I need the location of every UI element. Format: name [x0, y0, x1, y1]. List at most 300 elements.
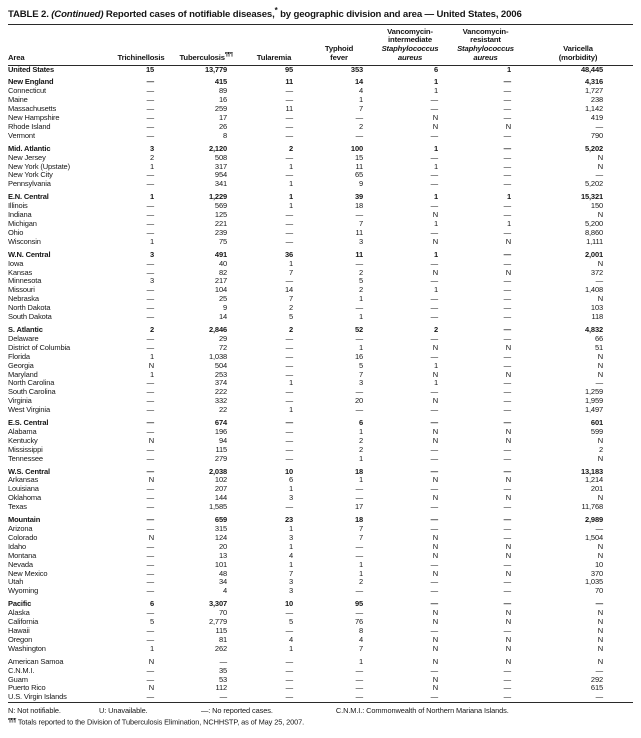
area-cell: Indiana: [8, 210, 32, 220]
area-cell: Mississippi: [8, 444, 43, 454]
area-cell: Illinois: [8, 201, 28, 211]
table-row: [8, 114, 633, 123]
value-cell-typhoid_fever: 2: [358, 435, 363, 445]
value-cell-vancomycin_intermediate_staph_aureus: —: [430, 418, 438, 428]
area-cell: Pacific: [8, 599, 32, 609]
value-cell-varicella_morbidity: 790: [590, 130, 603, 140]
value-cell-vancomycin_resistant_staph_aureus: —: [503, 599, 511, 609]
value-cell-varicella_morbidity: 150: [590, 201, 603, 211]
table-row: [8, 676, 633, 685]
value-cell-tularemia: 1: [288, 541, 293, 551]
value-cell-varicella_morbidity: 5,202: [584, 143, 603, 153]
table-row: [8, 123, 633, 132]
table-row: [8, 388, 633, 397]
value-cell-vancomycin_resistant_staph_aureus: —: [503, 179, 511, 189]
value-cell-typhoid_fever: 5: [358, 276, 363, 286]
area-cell: New Jersey: [8, 152, 46, 162]
area-cell: Michigan: [8, 219, 37, 228]
table-row: [8, 636, 633, 645]
value-cell-typhoid_fever: 1: [358, 559, 363, 569]
table-row: [8, 397, 633, 406]
tuberculosis-footnote-marker: ¶¶¶: [224, 51, 233, 58]
table-row: [8, 260, 633, 269]
area-cell: W.S. Central: [8, 466, 50, 476]
area-cell: Idaho: [8, 541, 27, 551]
area-cell: Washington: [8, 643, 46, 653]
value-cell-vancomycin_intermediate_staph_aureus: 1: [433, 143, 438, 153]
value-cell-tularemia: 10: [284, 599, 293, 609]
table-row: [8, 485, 633, 494]
value-cell-vancomycin_intermediate_staph_aureus: 1: [433, 77, 438, 87]
value-cell-vancomycin_intermediate_staph_aureus: 1: [433, 285, 438, 295]
table-row: [8, 171, 633, 180]
value-cell-vancomycin_intermediate_staph_aureus: —: [430, 599, 438, 609]
value-cell-vancomycin_resistant_staph_aureus: —: [503, 586, 511, 596]
area-cell: Utah: [8, 577, 24, 587]
value-cell-vancomycin_resistant_staph_aureus: —: [503, 201, 511, 211]
value-cell-tuberculosis: 253: [214, 369, 227, 379]
value-cell-trichinellosis: —: [146, 258, 154, 268]
value-cell-varicella_morbidity: —: [595, 599, 603, 609]
value-cell-vancomycin_resistant_staph_aureus: —: [503, 276, 511, 286]
value-cell-varicella_morbidity: N: [597, 608, 603, 618]
value-cell-typhoid_fever: 8: [358, 625, 363, 635]
area-cell: District of Columbia: [8, 342, 71, 352]
value-cell-tuberculosis: 374: [214, 378, 227, 388]
table-row: [8, 163, 633, 172]
table-row: [8, 618, 633, 627]
area-cell: Nevada: [8, 559, 33, 569]
value-cell-vancomycin_resistant_staph_aureus: —: [503, 143, 511, 153]
value-cell-vancomycin_resistant_staph_aureus: N: [505, 475, 511, 485]
value-cell-varicella_morbidity: N: [597, 152, 603, 162]
area-cell: American Samoa: [8, 656, 64, 666]
value-cell-trichinellosis: —: [146, 405, 154, 415]
value-cell-tularemia: —: [285, 210, 293, 220]
value-cell-tularemia: 1: [288, 179, 293, 189]
value-cell-tularemia: 4: [288, 550, 293, 560]
area-cell: Montana: [8, 550, 37, 560]
area-cell: New York (Upstate): [8, 161, 70, 171]
value-cell-vancomycin_resistant_staph_aureus: —: [503, 249, 511, 259]
value-cell-trichinellosis: —: [146, 466, 154, 476]
value-cell-trichinellosis: —: [146, 453, 154, 463]
value-cell-varicella_morbidity: 292: [590, 674, 603, 684]
value-cell-vancomycin_resistant_staph_aureus: N: [505, 608, 511, 618]
value-cell-varicella_morbidity: 419: [590, 113, 603, 123]
value-cell-typhoid_fever: 7: [358, 104, 363, 114]
table-row: [8, 645, 633, 654]
value-cell-varicella_morbidity: N: [597, 617, 603, 627]
value-cell-varicella_morbidity: 118: [591, 312, 603, 322]
value-cell-vancomycin_intermediate_staph_aureus: N: [432, 493, 438, 503]
value-cell-tularemia: 1: [288, 201, 293, 211]
value-cell-trichinellosis: —: [146, 179, 154, 189]
value-cell-tuberculosis: 34: [218, 577, 227, 587]
value-cell-varicella_morbidity: N: [597, 210, 603, 220]
value-cell-typhoid_fever: —: [355, 608, 363, 618]
table-row: [8, 220, 633, 229]
value-cell-typhoid_fever: 2: [358, 285, 363, 295]
value-cell-typhoid_fever: 3: [358, 378, 363, 388]
value-cell-typhoid_fever: 2: [358, 121, 363, 131]
footnote-tuberculosis-symbol: ¶¶¶: [8, 718, 16, 725]
value-cell-tularemia: —: [285, 113, 293, 123]
value-cell-tuberculosis: 9: [222, 303, 227, 313]
value-cell-varicella_morbidity: 4,832: [584, 324, 603, 334]
value-cell-vancomycin_intermediate_staph_aureus: 1: [433, 378, 438, 388]
area-cell: Mid. Atlantic: [8, 143, 51, 153]
value-cell-tularemia: 4: [288, 634, 293, 644]
value-cell-trichinellosis: N: [148, 656, 154, 666]
value-cell-varicella_morbidity: —: [595, 121, 603, 131]
value-cell-tularemia: 1: [288, 643, 293, 653]
value-cell-vancomycin_intermediate_staph_aureus: N: [432, 435, 438, 445]
value-cell-tuberculosis: 954: [214, 170, 227, 180]
value-cell-varicella_morbidity: 13,183: [580, 466, 603, 476]
value-cell-tuberculosis: 8: [222, 130, 227, 140]
value-cell-tuberculosis: 317: [214, 161, 227, 171]
value-cell-tuberculosis: 29: [218, 333, 227, 343]
table-title-label: TABLE 2.: [8, 9, 52, 21]
value-cell-vancomycin_intermediate_staph_aureus: 1: [433, 249, 438, 259]
area-cell: Alaska: [8, 608, 30, 618]
value-cell-tularemia: —: [285, 453, 293, 463]
table-row: [8, 202, 633, 211]
value-cell-vancomycin_resistant_staph_aureus: N: [505, 369, 511, 379]
table-row: [8, 627, 633, 636]
value-cell-tularemia: 7: [288, 294, 293, 304]
table-body: [8, 65, 633, 703]
value-cell-varicella_morbidity: 4,316: [584, 77, 603, 87]
value-cell-vancomycin_intermediate_staph_aureus: N: [432, 121, 438, 131]
value-cell-tularemia: —: [285, 369, 293, 379]
value-cell-tuberculosis: 26: [218, 121, 227, 131]
value-cell-tuberculosis: 25: [218, 294, 227, 304]
value-cell-tularemia: 11: [285, 104, 293, 114]
value-cell-vancomycin_intermediate_staph_aureus: N: [432, 568, 438, 578]
value-cell-vancomycin_intermediate_staph_aureus: —: [430, 95, 438, 105]
value-cell-tularemia: 1: [288, 524, 293, 533]
value-cell-vancomycin_intermediate_staph_aureus: N: [432, 475, 438, 485]
value-cell-tuberculosis: 3,307: [208, 599, 227, 609]
table-row: [8, 693, 633, 702]
division-row: [8, 516, 633, 525]
value-cell-trichinellosis: —: [146, 493, 154, 503]
value-cell-vancomycin_resistant_staph_aureus: —: [503, 692, 511, 702]
value-cell-typhoid_fever: —: [355, 405, 363, 415]
value-cell-vancomycin_resistant_staph_aureus: N: [505, 643, 511, 653]
value-cell-vancomycin_intermediate_staph_aureus: —: [430, 179, 438, 189]
area-cell: Hawaii: [8, 625, 30, 635]
value-cell-trichinellosis: 1: [149, 236, 154, 246]
value-cell-tularemia: 1: [288, 405, 293, 415]
value-cell-tularemia: 3: [288, 493, 293, 503]
table-row: [8, 362, 633, 371]
area-cell: Connecticut: [8, 86, 46, 96]
table-row: [8, 609, 633, 618]
division-row: [8, 78, 633, 87]
value-cell-typhoid_fever: 1: [358, 475, 363, 485]
value-cell-varicella_morbidity: 372: [590, 267, 603, 277]
table-row: [8, 269, 633, 278]
value-cell-vancomycin_intermediate_staph_aureus: —: [430, 276, 438, 286]
value-cell-tuberculosis: 1,038: [208, 351, 227, 361]
value-cell-tuberculosis: 144: [214, 493, 227, 503]
value-cell-trichinellosis: —: [146, 665, 154, 675]
value-cell-tuberculosis: 72: [218, 342, 227, 352]
table-row: [8, 455, 633, 464]
value-cell-trichinellosis: —: [146, 86, 154, 96]
area-cell: Kentucky: [8, 435, 38, 445]
value-cell-varicella_morbidity: N: [597, 435, 603, 445]
value-cell-tuberculosis: 217: [214, 276, 227, 286]
value-cell-tularemia: —: [285, 219, 293, 228]
value-cell-varicella_morbidity: 15,321: [580, 192, 603, 202]
value-cell-tularemia: —: [285, 387, 293, 397]
value-cell-trichinellosis: N: [148, 435, 154, 445]
value-cell-vancomycin_intermediate_staph_aureus: N: [432, 656, 438, 666]
value-cell-vancomycin_resistant_staph_aureus: —: [503, 405, 511, 415]
value-cell-trichinellosis: —: [146, 303, 154, 313]
value-cell-vancomycin_resistant_staph_aureus: —: [503, 360, 511, 370]
value-cell-typhoid_fever: 2: [358, 444, 363, 454]
table-row: [8, 684, 633, 693]
table-row: [8, 335, 633, 344]
value-cell-tularemia: —: [285, 444, 293, 454]
value-cell-trichinellosis: —: [146, 692, 154, 702]
value-cell-tularemia: —: [285, 130, 293, 140]
value-cell-vancomycin_resistant_staph_aureus: —: [503, 515, 511, 525]
value-cell-trichinellosis: —: [146, 568, 154, 578]
value-cell-vancomycin_intermediate_staph_aureus: —: [430, 152, 438, 162]
area-cell: Colorado: [8, 532, 38, 542]
value-cell-tuberculosis: 125: [214, 210, 227, 220]
value-cell-varicella_morbidity: N: [597, 625, 603, 635]
value-cell-typhoid_fever: 11: [355, 161, 363, 171]
division-row: [8, 251, 633, 260]
table-row: [8, 534, 633, 543]
value-cell-varicella_morbidity: 1,497: [584, 405, 603, 415]
value-cell-trichinellosis: —: [146, 444, 154, 454]
value-cell-tularemia: —: [285, 152, 293, 162]
area-cell: Minnesota: [8, 276, 42, 286]
value-cell-varicella_morbidity: —: [595, 524, 603, 533]
table-row: [8, 570, 633, 579]
value-cell-typhoid_fever: —: [355, 210, 363, 220]
area-cell: E.N. Central: [8, 192, 49, 202]
value-cell-vancomycin_intermediate_staph_aureus: —: [430, 524, 438, 533]
value-cell-varicella_morbidity: N: [597, 643, 603, 653]
value-cell-typhoid_fever: 353: [350, 64, 363, 74]
area-cell: New York City: [8, 170, 53, 180]
table-row: [8, 295, 633, 304]
value-cell-tuberculosis: 13: [218, 550, 227, 560]
value-cell-trichinellosis: —: [146, 342, 154, 352]
value-cell-varicella_morbidity: 1,408: [584, 285, 603, 295]
value-cell-vancomycin_resistant_staph_aureus: —: [503, 502, 511, 512]
value-cell-tularemia: —: [285, 656, 293, 666]
footnote-abbreviations: [8, 706, 633, 716]
value-cell-trichinellosis: —: [146, 387, 154, 397]
value-cell-trichinellosis: —: [146, 426, 154, 436]
value-cell-trichinellosis: —: [146, 227, 154, 237]
value-cell-tularemia: 2: [288, 303, 293, 313]
value-cell-typhoid_fever: —: [355, 692, 363, 702]
value-cell-tuberculosis: 508: [214, 152, 227, 162]
area-cell: New England: [8, 77, 54, 87]
value-cell-vancomycin_resistant_staph_aureus: N: [505, 541, 511, 551]
value-cell-trichinellosis: —: [146, 378, 154, 388]
value-cell-varicella_morbidity: —: [595, 378, 603, 388]
value-cell-typhoid_fever: 1: [358, 426, 363, 436]
value-cell-vancomycin_resistant_staph_aureus: N: [505, 493, 511, 503]
value-cell-vancomycin_intermediate_staph_aureus: —: [430, 351, 438, 361]
value-cell-vancomycin_intermediate_staph_aureus: —: [430, 502, 438, 512]
value-cell-typhoid_fever: 1: [358, 568, 363, 578]
value-cell-vancomycin_resistant_staph_aureus: —: [503, 130, 511, 140]
area-cell: Vermont: [8, 130, 35, 140]
value-cell-varicella_morbidity: 51: [594, 342, 603, 352]
area-cell: Wyoming: [8, 586, 39, 596]
area-cell: W.N. Central: [8, 249, 51, 259]
value-cell-trichinellosis: —: [146, 267, 154, 277]
value-cell-trichinellosis: —: [146, 333, 154, 343]
value-cell-tuberculosis: 1,229: [208, 192, 227, 202]
area-cell: Arkansas: [8, 475, 39, 485]
value-cell-tularemia: —: [285, 674, 293, 684]
value-cell-vancomycin_intermediate_staph_aureus: —: [430, 333, 438, 343]
value-cell-tuberculosis: 112: [215, 683, 227, 693]
value-cell-tularemia: 23: [284, 515, 293, 525]
notifiable-diseases-table: [8, 25, 633, 704]
table-row: [8, 353, 633, 362]
value-cell-trichinellosis: —: [146, 294, 154, 304]
value-cell-vancomycin_resistant_staph_aureus: N: [505, 267, 511, 277]
value-cell-typhoid_fever: 1: [358, 312, 363, 322]
value-cell-typhoid_fever: 1: [358, 342, 363, 352]
value-cell-varicella_morbidity: N: [597, 634, 603, 644]
value-cell-tularemia: —: [285, 86, 293, 96]
division-row: [8, 468, 633, 477]
value-cell-vancomycin_intermediate_staph_aureus: —: [430, 665, 438, 675]
value-cell-vancomycin_intermediate_staph_aureus: —: [430, 453, 438, 463]
value-cell-trichinellosis: 2: [149, 152, 154, 162]
value-cell-typhoid_fever: 15: [354, 152, 363, 162]
value-cell-tuberculosis: 17: [218, 113, 227, 123]
value-cell-tularemia: 1: [288, 378, 293, 388]
value-cell-vancomycin_resistant_staph_aureus: —: [503, 625, 511, 635]
area-cell: Alabama: [8, 426, 37, 436]
value-cell-tularemia: 36: [284, 249, 293, 259]
value-cell-trichinellosis: —: [146, 95, 154, 105]
area-cell: U.S. Virgin Islands: [8, 692, 67, 702]
value-cell-vancomycin_intermediate_staph_aureus: N: [432, 210, 438, 220]
value-cell-vancomycin_intermediate_staph_aureus: —: [430, 577, 438, 587]
value-cell-vancomycin_resistant_staph_aureus: N: [505, 550, 511, 560]
footnote-not-notifiable: N: Not notifiable.: [8, 706, 61, 716]
value-cell-tuberculosis: 13,779: [204, 64, 227, 74]
value-cell-varicella_morbidity: 48,445: [580, 64, 603, 74]
value-cell-vancomycin_intermediate_staph_aureus: N: [432, 683, 438, 693]
table-row: [8, 561, 633, 570]
area-cell: Ohio: [8, 227, 24, 237]
value-cell-tuberculosis: 40: [218, 258, 227, 268]
value-cell-vancomycin_resistant_staph_aureus: N: [505, 426, 511, 436]
table-header: [8, 25, 633, 65]
value-cell-tularemia: 5: [288, 617, 293, 627]
value-cell-tularemia: —: [285, 95, 293, 105]
value-cell-vancomycin_resistant_staph_aureus: —: [503, 683, 511, 693]
table-title-continued: (Continued): [51, 9, 104, 21]
value-cell-typhoid_fever: 18: [354, 515, 363, 525]
value-cell-typhoid_fever: 95: [354, 599, 363, 609]
value-cell-typhoid_fever: 18: [354, 201, 363, 211]
value-cell-vancomycin_resistant_staph_aureus: 1: [506, 219, 511, 228]
value-cell-typhoid_fever: 18: [354, 466, 363, 476]
value-cell-vancomycin_resistant_staph_aureus: —: [503, 258, 511, 268]
value-cell-tularemia: 3: [288, 577, 293, 587]
value-cell-varicella_morbidity: 599: [590, 426, 603, 436]
value-cell-tularemia: 14: [284, 285, 293, 295]
value-cell-typhoid_fever: 52: [354, 324, 363, 334]
footnote-unavailable: U: Unavailable.: [98, 706, 148, 716]
value-cell-vancomycin_resistant_staph_aureus: —: [503, 674, 511, 684]
value-cell-tuberculosis: 53: [218, 674, 227, 684]
area-cell: South Dakota: [8, 312, 52, 322]
value-cell-tularemia: —: [285, 418, 293, 428]
value-cell-vancomycin_resistant_staph_aureus: —: [503, 453, 511, 463]
table-row: [8, 587, 633, 596]
area-cell: Puerto Rico: [8, 683, 46, 693]
value-cell-varicella_morbidity: 5,200: [584, 219, 603, 228]
value-cell-varicella_morbidity: N: [597, 541, 603, 551]
value-cell-trichinellosis: 3: [149, 249, 154, 259]
value-cell-varicella_morbidity: 370: [590, 568, 603, 578]
value-cell-tuberculosis: 315: [214, 524, 227, 533]
value-cell-varicella_morbidity: 10: [594, 559, 603, 569]
value-cell-tularemia: 2: [288, 324, 293, 334]
value-cell-trichinellosis: —: [146, 170, 154, 180]
area-cell: Iowa: [8, 258, 24, 268]
value-cell-tularemia: —: [285, 360, 293, 370]
value-cell-tularemia: 95: [284, 64, 293, 74]
value-cell-typhoid_fever: 7: [358, 532, 363, 542]
value-cell-tuberculosis: 674: [214, 418, 227, 428]
value-cell-tularemia: —: [285, 665, 293, 675]
value-cell-varicella_morbidity: 1,142: [584, 104, 603, 114]
value-cell-vancomycin_resistant_staph_aureus: —: [503, 524, 511, 533]
value-cell-typhoid_fever: —: [355, 586, 363, 596]
value-cell-tuberculosis: 207: [214, 484, 227, 494]
value-cell-tularemia: 10: [284, 466, 293, 476]
value-cell-typhoid_fever: 4: [358, 634, 363, 644]
value-cell-trichinellosis: —: [146, 550, 154, 560]
table-row: [8, 428, 633, 437]
value-cell-vancomycin_resistant_staph_aureus: —: [503, 351, 511, 361]
value-cell-typhoid_fever: 11: [355, 227, 363, 237]
column-header-typhoid_fever: Typhoid fever: [324, 44, 354, 62]
value-cell-vancomycin_intermediate_staph_aureus: N: [432, 617, 438, 627]
area-cell: South Carolina: [8, 387, 56, 397]
value-cell-trichinellosis: —: [146, 674, 154, 684]
value-cell-trichinellosis: —: [146, 608, 154, 618]
value-cell-typhoid_fever: —: [355, 484, 363, 494]
area-cell: Arizona: [8, 524, 33, 533]
value-cell-varicella_morbidity: N: [597, 369, 603, 379]
value-cell-tuberculosis: 104: [214, 285, 227, 295]
table-row: [8, 667, 633, 676]
